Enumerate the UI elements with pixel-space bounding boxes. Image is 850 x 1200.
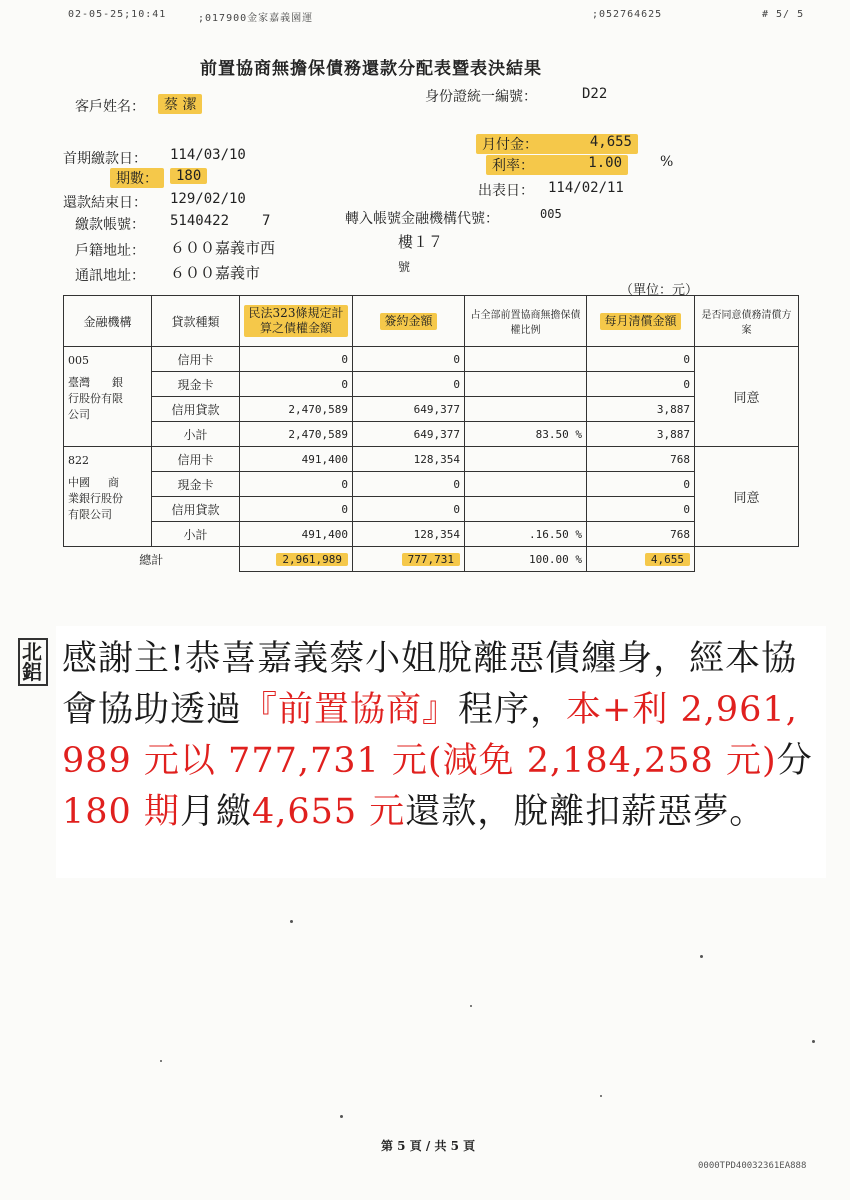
contract-cell: 649,377: [353, 397, 465, 422]
total-empty-cell: [695, 547, 799, 572]
total-monthly-cell: [587, 547, 695, 572]
id-label: 身份證統一編號：: [425, 89, 537, 105]
issue-date: 114/02/11: [548, 180, 624, 196]
page-number: 第 5 頁 / 共 5 頁: [381, 1139, 476, 1153]
bank-name-part: 商: [108, 476, 119, 489]
first-payment-label: 首期繳款日：: [63, 151, 147, 167]
scan-speck: [470, 1005, 472, 1007]
ratio-cell: [465, 347, 587, 372]
contract-cell: 649,377: [353, 422, 465, 447]
contract-cell: 0: [353, 497, 465, 522]
header-agree: 是否同意債務清償方案: [695, 296, 799, 347]
bank-code: 005: [68, 354, 89, 367]
bank-code: 822: [68, 454, 89, 467]
loan-type: 信用貸款: [152, 397, 240, 422]
claim-cell: 0: [240, 472, 353, 497]
table-row: [64, 372, 799, 397]
bank-name-part: 公司: [68, 408, 90, 421]
ratio-cell: [465, 372, 587, 397]
announcement-highlight: 180 期: [62, 792, 180, 832]
total-ratio: 100.00 %: [465, 547, 587, 572]
client-name: 蔡 潔: [158, 94, 202, 114]
distribution-table: [63, 295, 799, 572]
monthly-cell: 0: [587, 347, 695, 372]
header-contract: [353, 296, 465, 347]
monthly-cell: 3,887: [587, 422, 695, 447]
bank-name-part: 有限公司: [68, 508, 112, 521]
account-tail: 7: [262, 213, 271, 229]
mailing-address: ６００嘉義市: [170, 264, 261, 282]
loan-type: 小計: [152, 522, 240, 547]
claim-cell: 2,470,589: [240, 422, 353, 447]
bank-cell: [64, 447, 152, 547]
claim-cell: 0: [240, 372, 353, 397]
scan-speck: [812, 1040, 815, 1043]
total-claim-cell: [240, 547, 353, 572]
header-monthly-text: 每月清償金額: [600, 313, 680, 330]
announcement-highlight: 4,655 元: [251, 792, 406, 832]
mailing-tail: 號: [398, 260, 411, 274]
agree-cell: 同意: [695, 347, 799, 447]
header-contract-text: 簽約金額: [380, 313, 436, 330]
loan-type: 現金卡: [152, 372, 240, 397]
loan-type: 信用卡: [152, 347, 240, 372]
announcement-highlight: 本+利 2,961,989 元以 777,731 元(減免 2,184,258 元): [62, 690, 798, 781]
total-label: 總計: [64, 547, 240, 572]
total-contract-cell: [353, 547, 465, 572]
account-label: 繳款帳號：: [75, 217, 145, 233]
monthly-cell: 768: [587, 522, 695, 547]
announcement-text: [62, 634, 817, 838]
transfer-label: 轉入帳號金融機構代號：: [345, 211, 499, 227]
interest-value: 1.00: [588, 155, 622, 171]
issue-date-label: 出表日：: [478, 183, 534, 199]
monthly-cell: 768: [587, 447, 695, 472]
claim-cell: 0: [240, 347, 353, 372]
contract-cell: 128,354: [353, 447, 465, 472]
first-payment-date: 114/03/10: [170, 147, 246, 163]
table-row: [64, 472, 799, 497]
ratio-cell: [465, 447, 587, 472]
contract-cell: 128,354: [353, 522, 465, 547]
announcement-part: 分: [776, 741, 813, 781]
header-institution: 金融機構: [64, 296, 152, 347]
mailing-label: 通訊地址：: [75, 268, 145, 284]
ratio-cell: [465, 497, 587, 522]
table-row: [64, 347, 799, 372]
interest-row: [486, 155, 628, 175]
scan-speck: [600, 1095, 602, 1097]
bank-cell: [64, 347, 152, 447]
loan-type: 信用卡: [152, 447, 240, 472]
announcement-highlight: 『前置協商』: [242, 690, 459, 730]
fax-datetime: 02-05-25;10:41: [68, 9, 167, 20]
household-address: ６００嘉義市西: [170, 239, 276, 257]
contract-cell: 0: [353, 372, 465, 397]
announcement-part: 程序，: [458, 690, 567, 730]
contract-cell: 0: [353, 472, 465, 497]
unit-note: （單位：元）: [620, 283, 699, 298]
ratio-cell: [465, 472, 587, 497]
claim-cell: 491,400: [240, 522, 353, 547]
fax-page: # 5/ 5: [762, 9, 805, 20]
claim-cell: 0: [240, 497, 353, 522]
announcement-part: 還款，脫離扣薪惡夢。: [405, 792, 766, 832]
id-value: D22: [582, 86, 608, 102]
scan-speck: [700, 955, 703, 958]
document-title: 前置協商無擔保債務還款分配表暨表決結果: [200, 59, 542, 79]
account-value: 5140422: [170, 213, 230, 229]
header-claim-text: 民法323條規定計算之債權金額: [244, 305, 348, 337]
total-monthly: 4,655: [645, 553, 690, 566]
claim-cell: 491,400: [240, 447, 353, 472]
stamp-mark: 北鋁: [18, 638, 48, 686]
total-row: [64, 547, 799, 572]
client-name-label: 客戶姓名：: [75, 99, 145, 115]
claim-cell: 2,470,589: [240, 397, 353, 422]
agree-cell: 同意: [695, 447, 799, 547]
contract-cell: 0: [353, 347, 465, 372]
table-row: [64, 497, 799, 522]
interest-label: 利率：: [492, 158, 534, 174]
total-claim: 2,961,989: [276, 553, 348, 566]
fax-number: ;052764625: [592, 9, 663, 20]
bank-name-part: 行股份有限: [68, 392, 123, 405]
table-row: [64, 397, 799, 422]
total-contract: 777,731: [402, 553, 460, 566]
header-claim: [240, 296, 353, 347]
monthly-cell: 0: [587, 372, 695, 397]
periods-value: 180: [170, 168, 207, 184]
monthly-cell: 0: [587, 497, 695, 522]
table-row: [64, 522, 799, 547]
document-code: 0000TPD40032361EA888: [698, 1161, 807, 1171]
end-date: 129/02/10: [170, 191, 246, 207]
table-row: [64, 447, 799, 472]
ratio-cell: 83.50 %: [465, 422, 587, 447]
interest-unit: %: [660, 154, 674, 170]
header-ratio: 占全部前置協商無擔保債權比例: [465, 296, 587, 347]
monthly-cell: 3,887: [587, 397, 695, 422]
end-date-label: 還款結束日：: [63, 195, 147, 211]
monthly-payment-value: 4,655: [589, 134, 632, 150]
bank-name-part: 業銀行股份: [68, 492, 123, 505]
scan-speck: [290, 920, 293, 923]
ratio-cell: .16.50 %: [465, 522, 587, 547]
monthly-payment-label: 月付金：: [482, 137, 538, 153]
monthly-payment-row: [476, 134, 638, 154]
scan-speck: [160, 1060, 162, 1062]
monthly-cell: 0: [587, 472, 695, 497]
table-row: [64, 422, 799, 447]
announcement-part: 感謝主!恭喜嘉義蔡小姐脫離惡債纏身，經本協會協助透過: [62, 639, 798, 730]
table-header-row: [64, 296, 799, 347]
periods-label: 期數：: [110, 168, 164, 188]
bank-name-part: 臺灣: [68, 376, 90, 389]
loan-type: 信用貸款: [152, 497, 240, 522]
household-tail: 樓１７: [398, 233, 444, 251]
header-loan-type: 貸款種類: [152, 296, 240, 347]
loan-type: 小計: [152, 422, 240, 447]
scan-speck: [340, 1115, 343, 1118]
announcement-box: [22, 626, 826, 878]
fax-sender: ;017900金家嘉義園運: [198, 13, 314, 24]
household-label: 戶籍地址：: [75, 243, 145, 259]
transfer-value: 005: [540, 207, 562, 221]
bank-name-part: 銀: [112, 376, 123, 389]
ratio-cell: [465, 397, 587, 422]
loan-type: 現金卡: [152, 472, 240, 497]
announcement-part: 月繳: [179, 792, 252, 832]
bank-name-part: 中國: [68, 476, 90, 489]
header-monthly: [587, 296, 695, 347]
